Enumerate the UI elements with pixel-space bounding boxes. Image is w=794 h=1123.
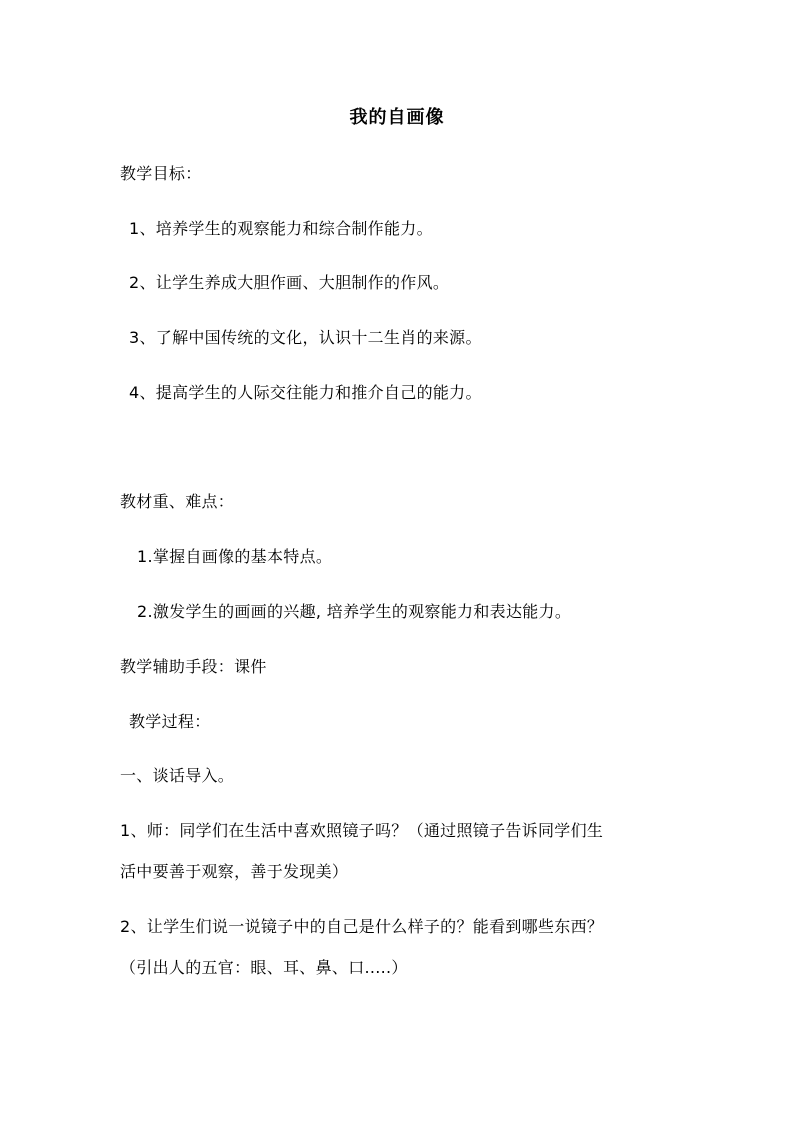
key-point-item-2: 2.激发学生的画画的兴趣, 培养学生的观察能力和表达能力。 — [137, 602, 572, 621]
key-points-heading: 教材重、难点： — [120, 492, 235, 511]
objective-item-4: 4、提高学生的人际交往能力和推介自己的能力。 — [129, 383, 482, 402]
key-point-item-1: 1.掌握自画像的基本特点。 — [137, 547, 333, 566]
objectives-heading: 教学目标： — [120, 164, 202, 183]
section-heading-1: 一、谈话导入。 — [120, 766, 235, 785]
page-title: 我的自画像 — [349, 107, 445, 128]
step-1-line-1: 1、师：同学们在生活中喜欢照镜子吗？（通过照镜子告诉同学们生 — [120, 821, 604, 840]
step-2-line-1: 2、让学生们说一说镜子中的自己是什么样子的？能看到哪些东西？ — [120, 917, 604, 936]
step-1-line-2: 活中要善于观察，善于发现美） — [120, 862, 349, 881]
step-2-line-2: （引出人的五官：眼、耳、鼻、口.....） — [120, 958, 408, 977]
objective-item-3: 3、了解中国传统的文化，认识十二生肖的来源。 — [129, 328, 482, 347]
objective-item-1: 1、培养学生的观察能力和综合制作能力。 — [129, 219, 433, 238]
objective-item-2: 2、让学生养成大胆作画、大胆制作的作风。 — [129, 273, 450, 292]
process-heading: 教学过程： — [129, 712, 211, 731]
teaching-aids: 教学辅助手段：课件 — [120, 657, 267, 676]
